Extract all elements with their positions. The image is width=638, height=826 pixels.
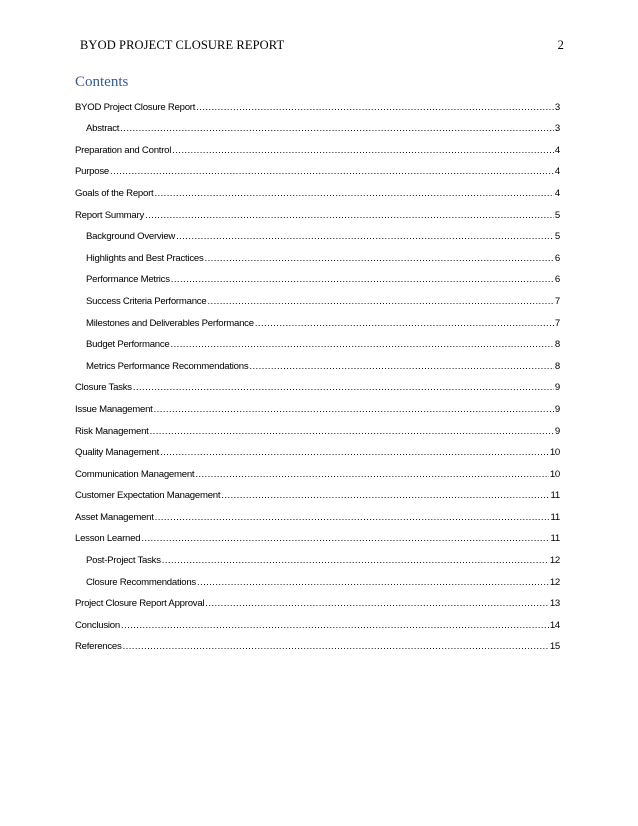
toc-entry-label[interactable]: Purpose — [75, 166, 109, 178]
toc-dot-leader — [120, 123, 554, 135]
toc-entry-page-number[interactable]: 9 — [554, 382, 560, 394]
toc-entry-label[interactable]: Budget Performance — [86, 339, 170, 351]
toc-dot-leader — [172, 145, 554, 157]
toc-entry[interactable] — [75, 418, 560, 440]
toc-entry[interactable] — [75, 224, 560, 246]
toc-entry-page-number[interactable]: 7 — [554, 295, 560, 307]
toc-entry-page-number[interactable]: 9 — [554, 403, 560, 415]
toc-entry-label[interactable]: Project Closure Report Approval — [75, 598, 205, 610]
toc-entry-label[interactable]: Metrics Performance Recommendations — [86, 360, 249, 372]
toc-entry-page-number[interactable]: 10 — [549, 447, 560, 459]
toc-entry[interactable] — [75, 94, 560, 116]
toc-entry-page-number[interactable]: 8 — [554, 339, 560, 351]
toc-entry[interactable] — [75, 353, 560, 375]
toc-entry-page-number[interactable]: 3 — [554, 101, 560, 113]
toc-entry-label[interactable]: Performance Metrics — [86, 274, 170, 286]
toc-dot-leader — [133, 382, 554, 394]
toc-entry-page-number[interactable]: 4 — [554, 166, 560, 178]
toc-entry-label[interactable]: Risk Management — [75, 425, 149, 437]
toc-entry-page-number[interactable]: 10 — [549, 468, 560, 480]
toc-entry-page-number[interactable]: 15 — [549, 641, 560, 653]
toc-entry[interactable] — [75, 461, 560, 483]
toc-entry-label[interactable]: Quality Management — [75, 447, 160, 459]
toc-entry[interactable] — [75, 375, 560, 397]
toc-dot-leader — [162, 555, 549, 567]
toc-entry[interactable] — [75, 591, 560, 613]
toc-dot-leader — [205, 253, 554, 265]
toc-entry-page-number[interactable]: 11 — [550, 511, 560, 523]
toc-entry-label[interactable]: Report Summary — [75, 209, 145, 221]
toc-entry-label[interactable]: Asset Management — [75, 511, 154, 523]
toc-dot-leader — [150, 426, 554, 438]
toc-entry[interactable] — [75, 116, 560, 138]
toc-entry[interactable] — [75, 396, 560, 418]
toc-entry-page-number[interactable]: 7 — [554, 317, 560, 329]
toc-entry[interactable] — [75, 202, 560, 224]
toc-entry-page-number[interactable]: 6 — [554, 274, 560, 286]
toc-dot-leader — [195, 469, 549, 481]
toc-entry-label[interactable]: Closure Tasks — [75, 382, 132, 394]
toc-entry-page-number[interactable]: 5 — [554, 231, 560, 243]
toc-entry[interactable] — [75, 245, 560, 267]
toc-entry[interactable] — [75, 180, 560, 202]
toc-entry[interactable] — [75, 547, 560, 569]
toc-entry[interactable] — [75, 137, 560, 159]
toc-dot-leader — [154, 404, 554, 416]
toc-dot-leader — [221, 490, 549, 502]
toc-entry-label[interactable]: Conclusion — [75, 619, 120, 631]
toc-dot-leader — [155, 512, 550, 524]
toc-entry-label[interactable]: Abstract — [86, 123, 120, 135]
toc-entry[interactable] — [75, 440, 560, 462]
toc-dot-leader — [141, 533, 549, 545]
header-title: BYOD PROJECT CLOSURE REPORT — [80, 38, 285, 52]
toc-entry-page-number[interactable]: 11 — [550, 533, 560, 545]
toc-entry-label[interactable]: Preparation and Control — [75, 144, 172, 156]
toc-dot-leader — [255, 318, 554, 330]
toc-dot-leader — [154, 188, 553, 200]
toc-dot-leader — [121, 620, 549, 632]
toc-dot-leader — [176, 231, 554, 243]
header-page-number: 2 — [557, 38, 564, 52]
toc-dot-leader — [196, 102, 554, 114]
toc-dot-leader — [171, 339, 554, 351]
toc-entry-label[interactable]: Communication Management — [75, 468, 195, 480]
toc-entry-label[interactable]: Post-Project Tasks — [86, 555, 161, 567]
toc-entry-page-number[interactable]: 12 — [549, 555, 560, 567]
toc-entry-page-number[interactable]: 9 — [554, 425, 560, 437]
toc-entry-label[interactable]: Success Criteria Performance — [86, 295, 207, 307]
toc-entry-label[interactable]: Lesson Learned — [75, 533, 141, 545]
toc-entry-page-number[interactable]: 14 — [549, 619, 560, 631]
toc-entry-label[interactable]: Issue Management — [75, 403, 153, 415]
toc-entry[interactable] — [75, 332, 560, 354]
toc-entry-page-number[interactable]: 12 — [549, 576, 560, 588]
toc-dot-leader — [249, 361, 554, 373]
toc-entry-page-number[interactable]: 13 — [549, 598, 560, 610]
toc-dot-leader — [197, 577, 549, 589]
toc-entry[interactable] — [75, 267, 560, 289]
toc-entry-page-number[interactable]: 4 — [554, 187, 560, 199]
toc-dot-leader — [207, 296, 553, 308]
toc-dot-leader — [145, 210, 554, 222]
toc-entry[interactable] — [75, 159, 560, 181]
toc-entry-label[interactable]: Background Overview — [86, 231, 176, 243]
toc-entry[interactable] — [75, 504, 560, 526]
toc-entry[interactable] — [75, 612, 560, 634]
toc-entry-page-number[interactable]: 4 — [554, 144, 560, 156]
toc-entry-label[interactable]: Highlights and Best Practices — [86, 252, 204, 264]
toc-entry-label[interactable]: References — [75, 641, 122, 653]
table-of-contents — [75, 94, 560, 655]
toc-entry[interactable] — [75, 483, 560, 505]
toc-dot-leader — [205, 598, 549, 610]
toc-entry[interactable] — [75, 569, 560, 591]
toc-entry[interactable] — [75, 634, 560, 656]
toc-dot-leader — [171, 274, 554, 286]
toc-dot-leader — [123, 641, 549, 653]
toc-entry[interactable] — [75, 310, 560, 332]
toc-entry-label[interactable]: Closure Recommendations — [86, 576, 196, 588]
toc-entry[interactable] — [75, 288, 560, 310]
toc-entry-page-number[interactable]: 6 — [554, 252, 560, 264]
toc-entry-label[interactable]: Goals of the Report — [75, 187, 154, 199]
toc-dot-leader — [160, 447, 549, 459]
toc-dot-leader — [110, 166, 554, 178]
toc-entry-label[interactable]: Customer Expectation Management — [75, 490, 221, 502]
toc-entry-page-number[interactable]: 8 — [554, 360, 560, 372]
toc-entry-label[interactable]: Milestones and Deliverables Performance — [86, 317, 254, 329]
toc-entry-page-number[interactable]: 3 — [554, 123, 560, 135]
toc-entry-label[interactable]: BYOD Project Closure Report — [75, 101, 196, 113]
page-header — [80, 38, 564, 56]
toc-entry-page-number[interactable]: 11 — [550, 490, 560, 502]
toc-entry[interactable] — [75, 526, 560, 548]
contents-heading: Contents — [75, 74, 129, 90]
toc-entry-page-number[interactable]: 5 — [554, 209, 560, 221]
